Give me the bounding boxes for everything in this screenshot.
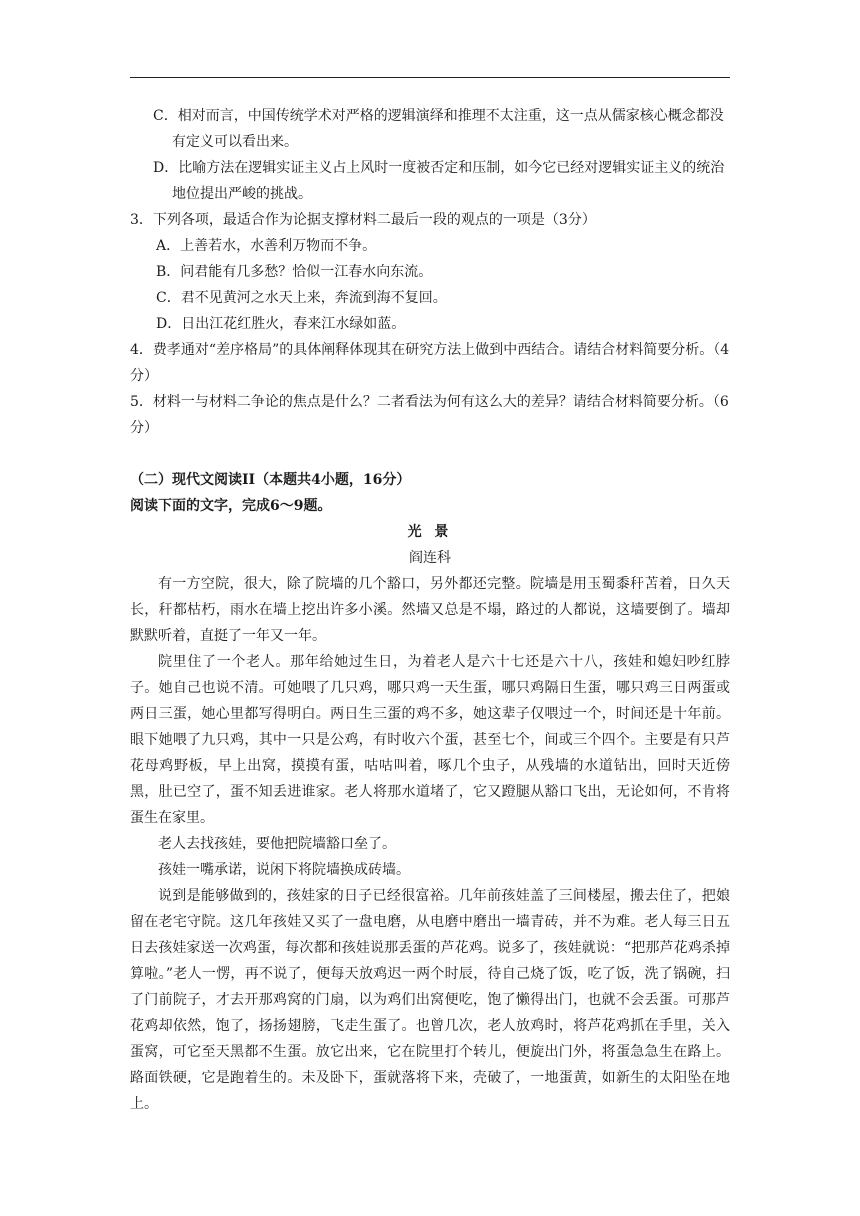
article-author: 阎连科 [409,550,451,566]
option-d [130,155,730,207]
section-heading: （二）现代文阅读II（本题共4小题，16分） [130,472,411,488]
option-d-label: D． [153,160,179,176]
question-3-choice-b: B．问君能有几多愁？恰似一江春水向东流。 [156,264,433,280]
question-5: 5．材料一与材料二争论的焦点是什么？二者看法为何有这么大的差异？请结合材料简要分析。（6分） [130,394,729,436]
article-paragraph-1: 有一方空院，很大，除了院墙的几个豁口，另外都还完整。院墙是用玉蜀黍秆苫着，日久天长，秆都枯朽，雨水在墙上挖出许多小溪。然墙又总是不塌，路过的人都说，这墙要倒了。墙却默默听着，直挺了一年又一年。 [130,576,730,644]
question-4: 4．费孝通对“差序格局”的具体阐释体现其在研究方法上做到中西结合。请结合材料简要分析。（4分） [130,342,730,384]
page-body [130,103,730,1117]
article-paragraph-3: 老人去找孩娃，要他把院墙豁口垒了。 [158,836,396,852]
article-paragraph-2: 院里住了一个老人。那年给她过生日，为着老人是六十七还是六十八，孩娃和媳妇吵红脖子。她自己也说不清。可她喂了几只鸡，哪只鸡一天生蛋，哪只鸡隔日生蛋，哪只鸡三日两蛋或两日三蛋，她心里都写得明白。两日生三蛋的鸡不多，她这辈子仅喂过一个，时间还是十年前。眼下她喂了九只鸡，其中一只是公鸡，有时收六个蛋，甚至七个，间或三个四个。主要是有只芦花母鸡野板，早上出窝，摸摸有蛋，咕咕叫着，啄几个虫子，从残墙的水道钻出，回时天近傍黑，肚已空了，蛋不知丢进谁家。老人将那水道堵了，它又蹬腿从豁口飞出，无论如何，不肯将蛋生在家里。 [130,654,730,826]
header-rule [130,77,730,78]
article-title: 光 景 [407,524,453,540]
question-3-choice-d: D．日出江花红胜火，春来江水绿如蓝。 [156,316,406,332]
article-paragraph-5: 说到是能够做到的，孩娃家的日子已经很富裕。几年前孩娃盖了三间楼屋，搬去住了，把娘留在老宅守院。这几年孩娃又买了一盘电磨，从电磨中磨出一墙青砖，并不为难。老人每三日五日去孩娃家送一次鸡蛋，每次都和孩娃说那丢蛋的芦花鸡。说多了，孩娃就说：“把那芦花鸡杀掉算啦。”老人一愣，再不说了，便每天放鸡迟一两个时辰，待自己烧了饭，吃了饭，洗了锅碗，扫了门前院子，才去开那鸡窝的门扇，以为鸡们出窝便吃，饱了懒得出门，也就不会丢蛋。可那芦花鸡却依然，饱了，扬扬翅膀，飞走生蛋了。也曾几次，老人放鸡时，将芦花鸡抓在手里，关入蛋窝，可它至天黑都不生蛋。放它出来，它在院里打个转儿，便旋出门外，将蛋急急生在路上。路面铁硬，它是跑着生的。未及卧下，蛋就落将下来，壳破了，一地蛋黄，如新生的太阳坠在地上。 [130,888,730,1112]
option-c-label: C． [153,108,178,124]
option-d-text: 比喻方法在逻辑实证主义占上风时一度被否定和压制，如今它已经对逻辑实证主义的统治地位提出严峻的挑战。 [172,160,725,202]
article-paragraph-4: 孩娃一嘴承诺，说闲下将院墙换成砖墙。 [158,862,410,878]
option-c-text: 相对而言，中国传统学术对严格的逻辑演绎和推理不太注重，这一点从儒家核心概念都没有定义可以看出来。 [172,108,724,150]
question-3-choice-a: A．上善若水，水善利万物而不争。 [156,238,377,254]
option-c [130,103,730,155]
question-3-choice-c: C．君不见黄河之水天上来，奔流到海不复回。 [156,290,447,306]
question-3-stem: 3．下列各项，最适合作为论据支撑材料二最后一段的观点的一项是（3分） [130,212,596,228]
section-instruction: 阅读下面的文字，完成6～9题。 [130,498,332,514]
